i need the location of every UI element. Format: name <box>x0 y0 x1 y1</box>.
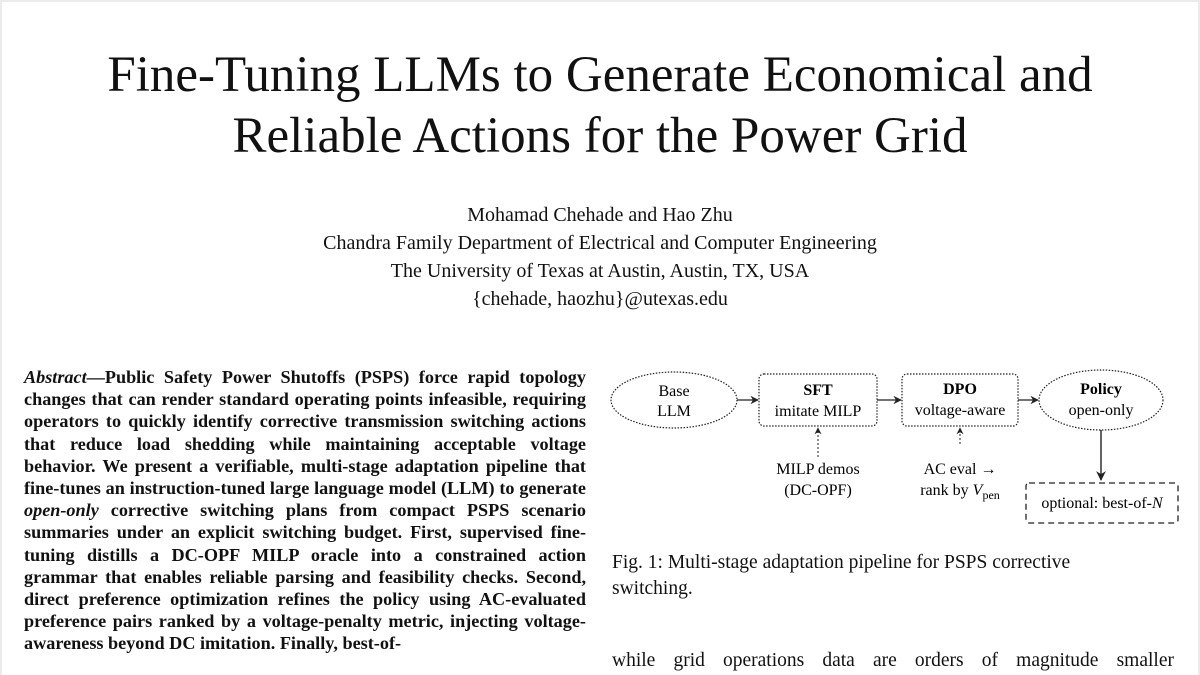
input-ac-v: V <box>972 482 983 499</box>
node-sft <box>759 374 877 426</box>
affiliation-department: Chandra Family Department of Electrical and Computer Engineering <box>323 232 877 254</box>
abstract <box>24 366 586 655</box>
abstract-heading: Abstract <box>24 367 87 387</box>
figure-caption <box>612 550 1174 602</box>
node-base-line2: LLM <box>657 403 691 420</box>
node-policy <box>1039 370 1163 430</box>
node-dpo-line1: DPO <box>943 381 977 398</box>
input-milp-demos <box>776 461 859 499</box>
pipeline-figure <box>608 362 1184 532</box>
affiliation-university: The University of Texas at Austin, Austin, TX, USA <box>390 260 810 282</box>
node-optional-best-of-n <box>1026 483 1178 523</box>
node-base-line1: Base <box>658 383 690 400</box>
abstract-text-part1: Public Safety Power Shutoffs (PSPS) force rapid topology changes that can render standard operating points infeasible, requiring operators to quickly identify corrective transmission switching actions that reduce load shedding while maintaining acceptable voltage behavior. We present a verifiable, multi-stage adaptation pipeline that fine-tunes an instruction-tuned large language model (LLM) to generate <box>24 367 586 499</box>
input-milp-line2: (DC-OPF) <box>784 482 852 499</box>
optional-prefix: optional: best-of- <box>1041 495 1152 512</box>
input-ac-eval <box>920 461 1000 502</box>
abstract-text-part2: corrective switching plans from compact PSPS scenario summaries under an explicit switching budget. First, supervised fine-tuning distills a DC-OPF MILP oracle into a constrained action grammar that enables reliable parsing and feasibility checks. Second, direct preference optimization refines the policy using AC-evaluated preference pairs ranked by a voltage-penalty metric, injecting voltage-awareness beyond DC imitation. Finally, best-of- <box>24 500 586 654</box>
node-base-llm <box>611 372 737 428</box>
author-email: {chehade, haozhu}@utexas.edu <box>472 288 728 310</box>
caption-label: Fig. 1: <box>612 552 663 573</box>
optional-label <box>1041 495 1164 512</box>
caption-text-line2: switching. <box>612 578 693 599</box>
input-ac-line2 <box>920 482 1000 502</box>
optional-n: N <box>1151 495 1163 512</box>
input-ac-line1: AC eval → <box>923 461 997 478</box>
node-dpo <box>902 374 1018 426</box>
input-milp-line1: MILP demos <box>776 461 860 478</box>
node-sft-line2: imitate MILP <box>774 403 862 420</box>
body-text: while grid operations data are orders of magnitude smaller <box>612 650 1174 671</box>
input-ac-line2-prefix: rank by <box>920 482 973 499</box>
paper-title-line-2: Reliable Actions for the Power Grid <box>232 108 968 164</box>
node-dpo-line2: voltage-aware <box>914 402 1006 419</box>
input-ac-subscript: pen <box>982 488 1000 502</box>
node-policy-line2: open-only <box>1068 402 1134 419</box>
node-sft-line1: SFT <box>803 382 833 399</box>
abstract-dash: — <box>86 367 105 387</box>
paper-title-line-1: Fine-Tuning LLMs to Generate Economical and <box>107 47 1093 103</box>
caption-text-line1: Multi-stage adaptation pipeline for PSPS corrective <box>667 552 1071 573</box>
paper-page <box>2 2 1198 675</box>
abstract-emphasis: open-only <box>24 500 99 521</box>
pipeline-diagram <box>608 362 1184 532</box>
authors: Mohamad Chehade and Hao Zhu <box>467 204 733 226</box>
node-policy-line1: Policy <box>1080 381 1122 398</box>
